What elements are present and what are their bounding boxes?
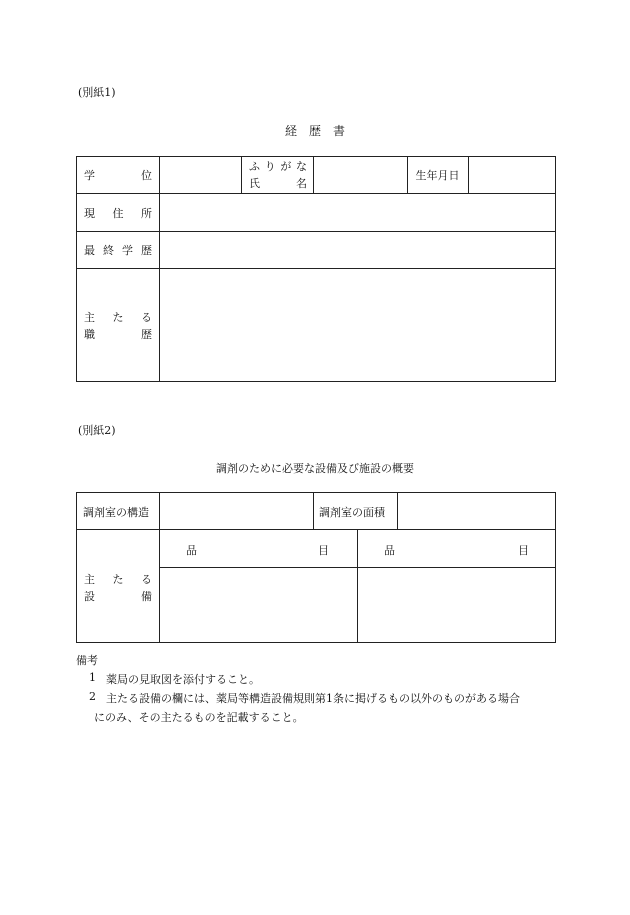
name-field[interactable]: [315, 157, 406, 193]
equipment-title: 調剤のために必要な設備及び施設の概要: [216, 462, 414, 475]
furigana-label: ふ り が な: [249, 160, 307, 173]
address-label: 現 住 所: [84, 207, 152, 220]
birthdate-label: 生年月日: [415, 169, 460, 182]
note-2-number: 2: [89, 690, 96, 703]
resume-title: 経 歴 書: [284, 124, 345, 138]
degree-label: 学 位: [84, 169, 152, 182]
address-field[interactable]: [161, 194, 554, 230]
education-label: 最 終 学 歴: [84, 244, 152, 257]
annex-1-label: (別紙1): [78, 86, 116, 99]
name-label: 氏 名: [249, 177, 307, 190]
career-label-line1: 主 た る: [84, 311, 152, 324]
notes-heading: 備考: [76, 654, 98, 667]
item-field-right[interactable]: [359, 569, 554, 641]
birthdate-field[interactable]: [470, 157, 554, 193]
area-field[interactable]: [399, 493, 554, 528]
equipment-label-line2: 設 備: [84, 590, 152, 603]
education-field[interactable]: [161, 232, 554, 267]
equipment-label-line1: 主 た る: [84, 573, 152, 586]
degree-field[interactable]: [162, 157, 240, 193]
structure-label: 調剤室の構造: [83, 506, 149, 519]
career-field[interactable]: [161, 270, 554, 380]
area-label: 調剤室の面積: [319, 506, 385, 519]
note-1-text: 薬局の見取図を添付すること。: [106, 673, 260, 686]
item-field-left[interactable]: [161, 569, 356, 641]
career-label-line2: 職 歴: [84, 328, 152, 341]
note-2-text: 主たる設備の欄には、薬局等構造設備規則第1条に掲げるもの以外のものがある場合: [106, 692, 520, 705]
item-header-right: 品 目: [384, 544, 529, 557]
structure-field[interactable]: [161, 493, 312, 528]
annex-2-label: (別紙2): [78, 424, 116, 437]
item-header-left: 品 目: [186, 544, 329, 557]
note-1-number: 1: [89, 671, 96, 684]
note-2-continuation: にのみ、その主たるものを記載すること。: [94, 711, 304, 724]
